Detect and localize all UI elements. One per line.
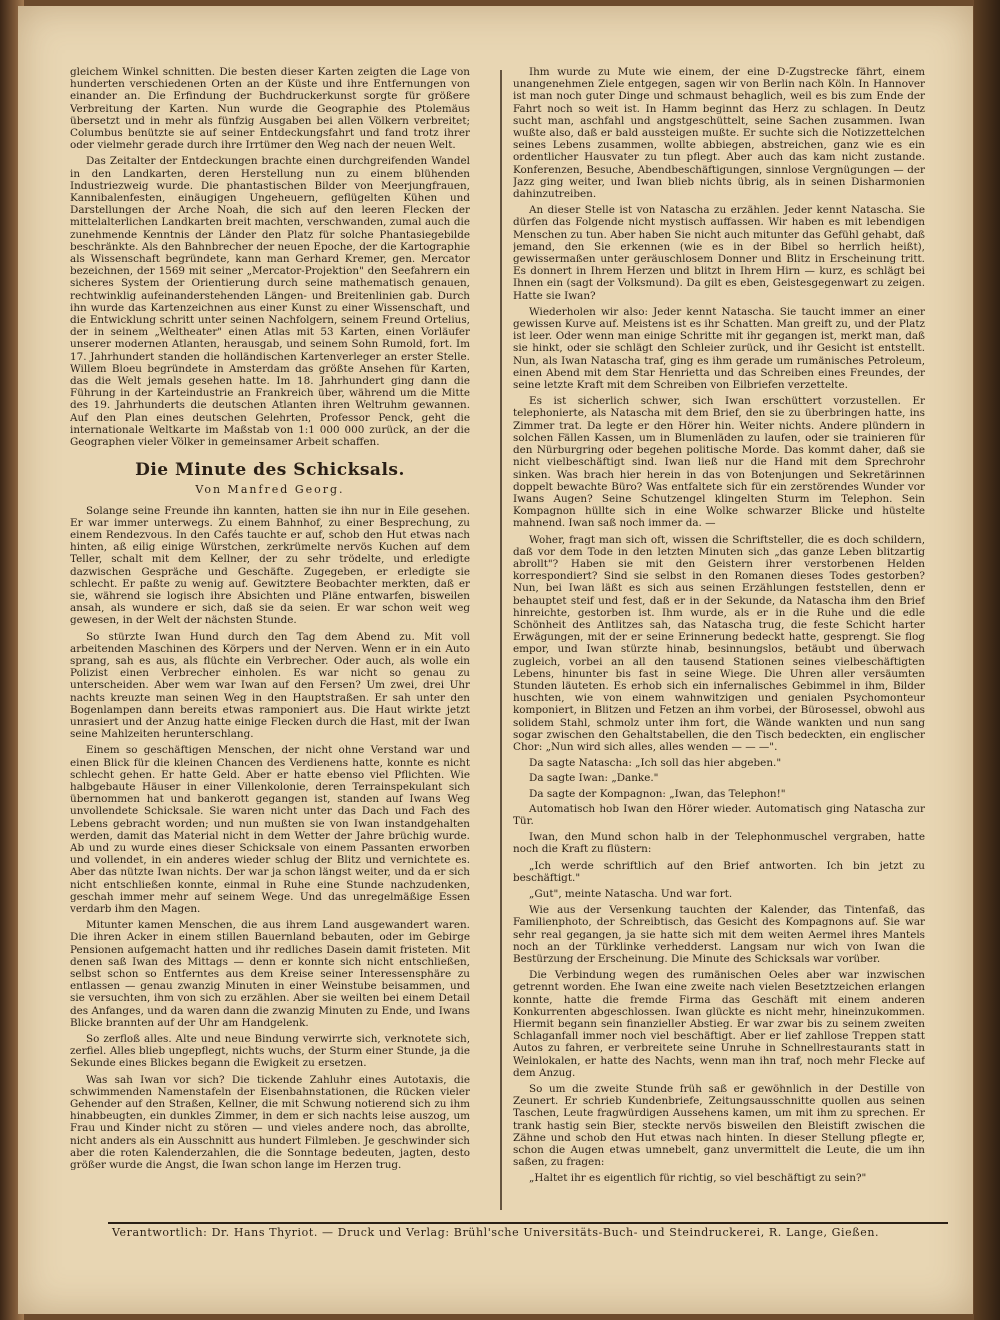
paragraph: „Haltet ihr es eigentlich für richtig, so viel beschäftigt zu sein?": [529, 1172, 867, 1185]
paragraph: So stürzte Iwan Hund durch den Tag dem Abend zu. Mit voll arbeitenden Maschinen des Körpers und der Nerven. Wenn er in ein Auto sprang, sah es aus, als flüchte ein Verbrecher. Oder auch, als wolle ein Polizist einen Verbrecher einholen. Es war nicht so genau zu unterscheiden. Aber wem war Iwan auf den Fersen? Um zwei, drei Uhr nachts kreuzte man seinen Weg in den Hauptstraßen. Er sah unter den Bogenlampen dann bereits etwas ramponiert aus. Die Haut wirkte jetzt unrasiert und der Anzug hatte einige Flecken durch die Hast, mit der Iwan seine Mahlzeiten herunterschlang.: [70, 630, 470, 741]
article-title: Die Minute des Schicksals.: [135, 460, 405, 481]
paragraph: Das Zeitalter der Entdeckungen brachte einen durchgreifenden Wandel in den Landkarten, deren Herstellung nun zu einem blühenden Industriezweig wurde. Die phantastischen Bilder von Meerjungfrauen, Kannibalenfesten, einäugigen Ungeheuern, geflügelten Kühen und Darstellungen der Arche Noah, die sich auf den leeren Flecken der mittelalterlichen Landkarten breit machten, verschwanden, zumal auch die zunehmende Kenntnis der Länder den Platz für solche Phantasiegebilde beschränkte. Als den Bahnbrecher der neuen Epoche, der die Kartographie als Wissenschaft begründete, kann man Gerhard Kremer, gen. Mercator bezeichnen, der 1569 mit seiner „Mercator-Projektion" den Seefahrern ein sicheres System der Orientierung durch seine mathematisch genauen, rechtwinklig aufeinanderstehenden Längen- und Breitenlinien gab. Durch ihn wurde das Kartenzeichnen aus einer Kunst zu einer Wissenschaft, und die Entwicklung schritt unter seinen Nachfolgern, seinem Freund Ortelius, der in seinem „Weltheater" einen Atlas mit 53 Karten, einen Vorläufer unserer modernen Atlanten, herausgab, und seinem Sohn Rumold, fort. Im 17. Jahrhundert standen die holländischen Kartenverleger an erster Stelle. Willem Bloeu begründete in Amsterdam das größte Ansehen für Karten, das die Welt jemals gesehen hatte. Im 18. Jahrhundert ging dann die Führung in der Karteindustrie an Frankreich über, während um die Mitte des 19. Jahrhunderts die deutschen Atlanten ihren Weltruhm gewannen. Auf den Plan eines deutschen Gelehrten, Professor Penck, geht die internationale Weltkarte im Maßstab von 1:1 000 000 zurück, an der die Geographen vieler Völker in gemeinsamer Arbeit schaffen.: [70, 155, 470, 449]
page-edge: [974, 0, 1000, 1320]
paragraph: So zerfloß alles. Alte und neue Bindung verwirrte sich, verknotete sich, zerfiel. Alles blieb ungepflegt, nichts wuchs, der Sturm einer Stunde, ja die Sekunde eines Blickes begann die Ewigkeit zu ersetzen.: [70, 1033, 470, 1070]
dialog-line: Da sagte Iwan: „Danke.": [529, 772, 659, 785]
paragraph: „Gut", meinte Natascha. Und war fort.: [529, 888, 733, 900]
paragraph: Was sah Iwan vor sich? Die tickende Zahluhr eines Autotaxis, die schwimmenden Namenstafeln der Eisenbahnstationen, die Rücken vieler Gehender auf den Straßen, Kellner, die mit Schwung notierend sich zu ihm hinabbeugten, ein dunkles Zimmer, in dem er sich nachts leise auszog, um Frau und Kinder nicht zu stören — und vieles andere noch, das abrollte, nicht anders als ein Ausschnitt aus hundert Filmleben. Je geschwinder sich aber die roten Kalenderzahlen, die die Sonntage bedeuten, jagten, desto größer wurde die Angst, die Iwan schon lange im Herzen trug.: [70, 1073, 470, 1172]
left-column: [70, 66, 470, 1216]
dialog-line: Da sagte der Kompagnon: „Iwan, das Telephon!": [529, 787, 786, 800]
article-byline: Von Manfred Georg.: [195, 483, 345, 497]
paragraph: Wie aus der Versenkung tauchten der Kalender, das Tintenfaß, das Familienphoto, der Schreibtisch, das Gesicht des Kompagnons auf. Sie war sehr real gegangen, ja sie hatte sich mit dem weiten Aermel ihres Mantels noch an der Türklinke verhedderst. Langsam nur wich von Iwan die Bestürzung der Erscheinung. Die Minute des Schicksals war vorüber.: [513, 904, 925, 966]
paragraph: Ihm wurde zu Mute wie einem, der eine D-Zugstrecke fährt, einem unangenehmen Ziele entgegen, sagen wir von Berlin nach Köln. In Hannover ist man noch guter Dinge und schmaust behaglich, weil es bis zum Ende der Fahrt noch so weit ist. In Hamm beginnt das Herz zu schlagen. In Deutz sucht man, aschfahl und angstgeschüttelt, seine Sachen zusammen. Iwan wußte also, daß er bald aussteigen mußte. Er suchte sich die Notizzettelchen seines Lebens zusammen, wollte abbiegen, abstreichen, ganz wie es ein ordentlicher Hausvater zu tun pflegt. Aber auch das kam nicht zustande. Konferenzen, Besuche, Abendbeschäftigungen, sinnlose Vergnügungen — der Jazz ging weiter, und Iwan blieb nichts übrig, als in seinen Disharmonien dahinzutreiben.: [513, 66, 925, 201]
paragraph: Die Verbindung wegen des rumänischen Oeles aber war inzwischen getrennt worden. Ehe Iwan eine zweite nach vielen Besetztzeichen erlangen konnte, hatte die fremde Firma das Geschäft mit einem anderen Konkurrenten abgeschlossen. Iwan glückte es nicht mehr, hineinzukommen. Hiermit begann sein finanzieller Abstieg. Er war zwar bis zu seinem zweiten Schlaganfall immer noch viel beschäftigt. Aber er lief zahllose Treppen statt Autos zu fahren, er verbreitete seine Unruhe in Schnellrestaurants statt in Weinlokalen, er hatte des Nachts, wenn man ihn traf, noch mehr Flecke auf dem Anzug.: [513, 969, 925, 1079]
right-column: [513, 66, 925, 1216]
paragraph: Es ist sicherlich schwer, sich Iwan erschüttert vorzustellen. Er telephonierte, als Natascha mit dem Brief, den sie zu überbringen hatte, ins Zimmer trat. Da legte er den Hörer hin. Weiter nichts. Andere plündern in solchen Fällen Kassen, um in Blumenläden zu laufen, oder sie trainieren für den Nürburgring oder begehen politische Morde. Das kommt daher, daß sie nicht vielbeschäftigt sind. Iwan ließ nur die Hand mit dem Sprechrohr sinken. Was brach hier herein in das von Botenjungen und Sekretärinnen doppelt bewachte Büro? Was entfaltete sich für ein zerstörendes Wunder vor Iwans Augen? Seine Schutzengel klingelten Sturm im Telephon. Sein Kompagnon hüllte sich in eine Wolke schwarzer Blicke und hüstelte mahnend. Iwan saß noch immer da. —: [513, 395, 925, 530]
paragraph: „Ich werde schriftlich auf den Brief antworten. Ich bin jetzt zu beschäftigt.": [513, 859, 925, 884]
paragraph: Woher, fragt man sich oft, wissen die Schriftsteller, die es doch schildern, daß vor dem Tode in den letzten Minuten sich „das ganze Leben blitzartig abrollt"? Haben sie mit den Geistern ihrer verstorbenen Helden korrespondiert? Sind sie selbst in den Romanen dieses Todes gestorben? Nun, bei Iwan läßt es sich aus seinen Erzählungen feststellen, denn er behauptet steif und fest, daß er in der Sekunde, da Natascha ihm den Brief hinreichte, gestorben ist. Ihm wurde, als er in die Ruhe und die edle Schönheit des Antlitzes sah, das Natascha trug, die feste Schicht harter Erwägungen, mit der er seine Erinnerung bedeckt hatte, gesprengt. Sie flog empor, und Iwan stürzte hinab, besinnungslos, betäubt und überwach zugleich, vorbei an all den tausend Stationen seines vielbeschäftigten Lebens, hinunter bis fast in seine Wiege. Die Uhren aller versäumten Stunden läuteten. Es erhob sich ein infernalisches Gebimmel in ihm, Bilder huschten, wie von einem wahnwitzigen und genialen Psychomonteur komponiert, in Blitzen und Fetzen an ihm vorbei, der Bürosessel, obwohl aus solidem Stahl, schmolz unter ihm fort, die Wände wankten und nun sang sogar zwischen den Gehaltstabellen, die den Tisch bedeckten, ein englischer Chor: „Nun wird sich alles, alles wenden — — —".: [513, 533, 925, 753]
paragraph: Automatisch hob Iwan den Hörer wieder. Automatisch ging Natascha zur Tür.: [513, 802, 925, 827]
paragraph: Iwan, den Mund schon halb in der Telephonmuschel vergraben, hatte noch die Kraft zu flüstern:: [513, 831, 925, 856]
imprint-footer: Verantwortlich: Dr. Hans Thyriot. — Druck und Verlag: Brühl'sche Universitäts-Buch- und Steindruckerei, R. Lange, Gießen.: [112, 1226, 880, 1239]
paragraph: An dieser Stelle ist von Natascha zu erzählen. Jeder kennt Natascha. Sie dürfen das Folgende nicht mystisch auffassen. Wir haben es mit lebendigen Menschen zu tun. Aber haben Sie nicht auch mitunter das Gefühl gehabt, daß jemand, den Sie erkennen (wie es in der Bibel so herrlich heißt), gewissermaßen unter geräuschlosem Donner und Blitz in Erscheinung tritt. Es donnert in Ihrem Herzen und blitzt in Ihrem Hirn — kurz, es schlägt bei Ihnen ein (sagt der Volksmund). Da gilt es eben, Geistesgegenwart zu zeigen. Hatte sie Iwan?: [513, 204, 925, 302]
paragraph: Einem so geschäftigen Menschen, der nicht ohne Verstand war und einen Blick für die kleinen Chancen des Verdienens hatte, konnte es nicht schlecht gehen. Er hatte Geld. Aber er hatte ebenso viel Pflichten. Wie halbgebaute Häuser in einer Villenkolonie, deren Terrainspekulant sich übernommen hat und bankerott gegangen ist, standen auf Iwans Weg unvollendete Schicksale. Sie waren nicht unter das Dach und Fach des Lebens gebracht worden; und nun mußten sie von Iwan instandgehalten werden, damit das Material nicht in dem Wetter der Jahre brüchig wurde. Ab und zu wurde eines dieser Schicksale von einem Passanten erworben und vollendet, in ein anderes wieder schlug der Blitz und vernichtete es. Aber das nützte Iwan nichts. Der war ja schon längst weiter, und da er sich nicht entschließen konnte, einmal in Ruhe eine Stunde nachzudenken, geschah immer mehr auf seinem Wege. Und das unregelmäßige Essen verdarb ihm den Magen.: [70, 744, 470, 915]
paragraph: So um die zweite Stunde früh saß er gewöhnlich in der Destille von Zeunert. Er schrieb Kundenbriefe, Zeitungsausschnitte quollen aus seinen Taschen, Leute fragwürdigen Aussehens kamen, um mit ihm zu sprechen. Er trank hastig sein Bier, steckte nervös bisweilen den Bleistift zwischen die Zähne und schob den Hut etwas nach hinten. In dieser Stellung pflegte er, schon die Augen etwas umnebelt, ganz unvermittelt die Leute, die um ihn saßen, zu fragen:: [513, 1083, 925, 1169]
paragraph: Mitunter kamen Menschen, die aus ihrem Land ausgewandert waren. Die ihren Acker in einem stillen Bauernland bebauten, oder im Gebirge Pensionen aufgemacht hatten und ihr redliches Dasein damit fristeten. Mit denen saß Iwan des Mittags — denn er konnte sich nicht entschließen, selbst schon so Entferntes aus dem Kreise seiner Interessensphäre zu entlassen — genau zwanzig Minuten in einer Weinstube beisammen, und sie versuchten, ihm von sich zu erzählen. Aber sie weilten bei einem Detail des Anfanges, und da waren dann die zwanzig Minuten zu Ende, und Iwans Blicke brannten auf der Uhr am Handgelenk.: [70, 919, 470, 1029]
paragraph: gleichem Winkel schnitten. Die besten dieser Karten zeigten die Lage von hunderten verschiedenen Orten an der Küste und ihre Entfernungen von einander an. Die Erfindung der Buchdruckerkunst sorgte für größere Verbreitung der Karten. Nun wurde die Geographie des Ptolemäus übersetzt und in mehr als fünfzig Ausgaben bei allen Völkern verbreitet; Columbus benützte sie auf seiner Entdeckungsfahrt und fand trotz ihrer oder vielmehr gerade durch ihre Irrtümer den Weg nach der neuen Welt.: [70, 66, 470, 152]
footer-rule: [108, 1222, 948, 1224]
paragraph: Wiederholen wir also: Jeder kennt Natascha. Sie taucht immer an einer gewissen Kurve auf. Meistens ist es ihr Schatten. Man greift zu, und der Platz ist leer. Oder wenn man einige Schritte mit ihr gegangen ist, merkt man, daß sie hinkt, oder sie schlägt den Schleier zurück, und ihr Gesicht ist entstellt. Nun, als Iwan Natascha traf, ging es ihm gerade um rumänisches Petroleum, einen Abend mit dem Star Henrietta und das Schreiben eines Freundes, der seine letzte Kraft mit dem Schreiben von Eilbriefen verzettelte.: [513, 305, 925, 392]
dialog-line: Da sagte Natascha: „Ich soll das hier abgeben.": [529, 757, 782, 770]
column-divider: [500, 70, 502, 1210]
paragraph: Solange seine Freunde ihn kannten, hatten sie ihn nur in Eile gesehen. Er war immer unterwegs. Zu einem Bahnhof, zu einer Besprechung, zu einem Rendezvous. In den Cafés tauchte er auf, schob den Hut etwas nach hinten, aß eilig einige Würstchen, zerkrümelte nervös Kuchen auf dem Teller, schalt mit dem Kellner, der zu sehr trödelte, und erledigte dazwischen Gespräche und Geschäfte. Zugegeben, er erledigte sie schlecht. Er paßte zu wenig auf. Gewitztere Beobachter merkten, daß er sie, während sie logisch ihre Absichten und Pläne entwarfen, bisweilen ansah, als wundere er sich, daß sie da seien. Er war schon weit weg gewesen, in der Welt der nächsten Stunde.: [70, 504, 470, 627]
